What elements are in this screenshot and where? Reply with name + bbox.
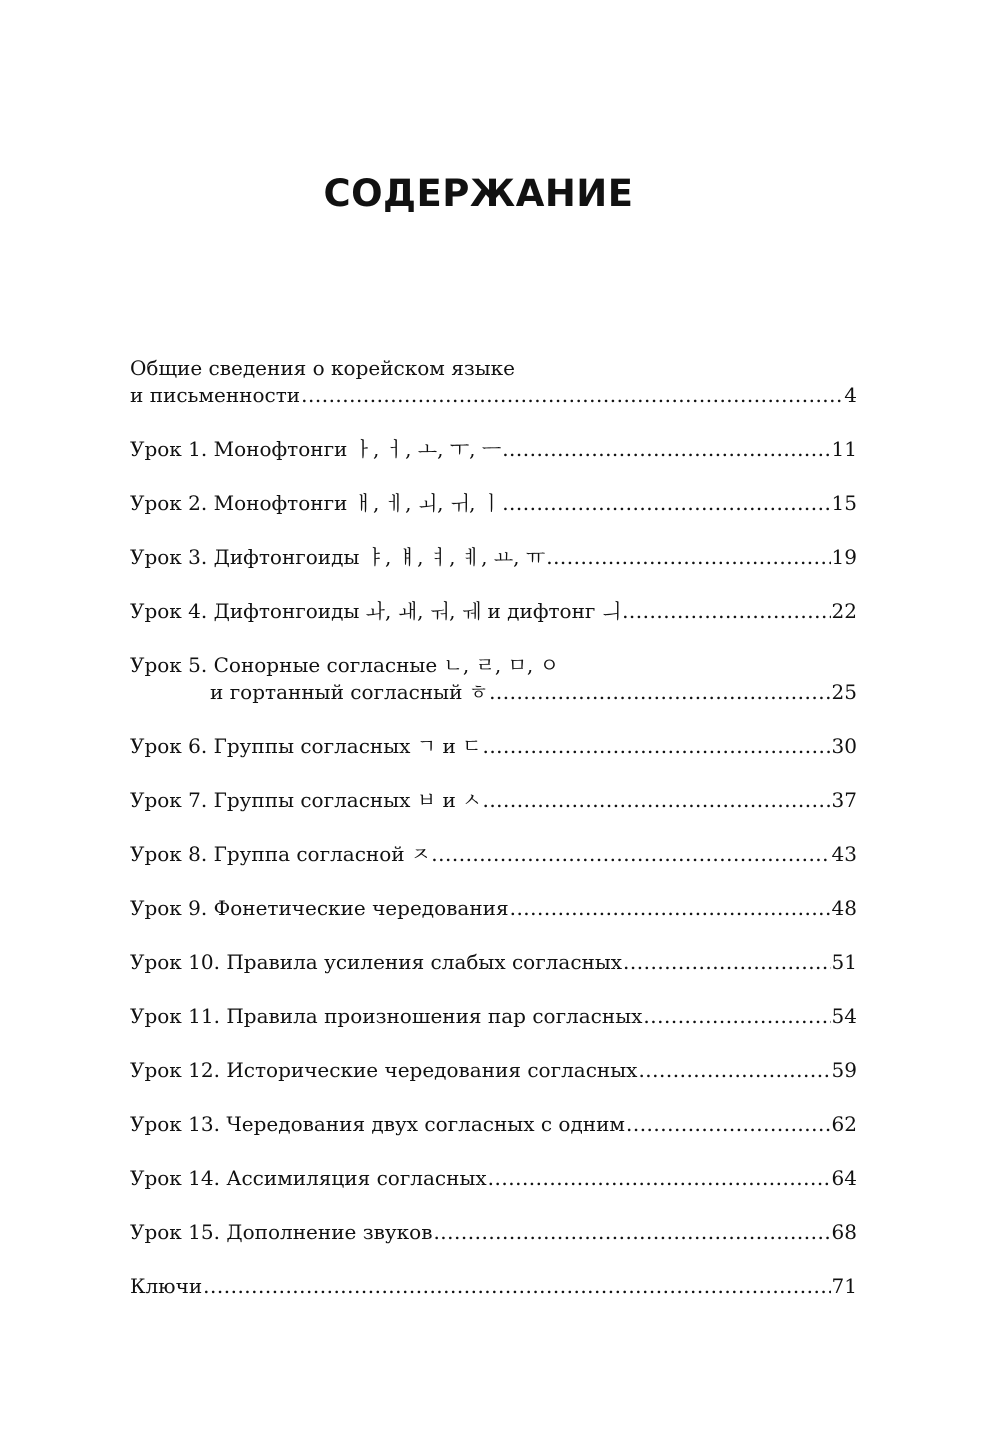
toc-page-number: 11 [831, 437, 857, 461]
toc-entry-title-line1: Урок 5. Сонорные согласные ㄴ, ㄹ, ㅁ, ㅇ [130, 653, 559, 677]
toc-entry-title: Урок 7. Группы согласных ㅂ и ㅅ [130, 788, 482, 812]
dot-leader [489, 679, 830, 706]
table-of-contents [130, 355, 857, 1327]
toc-entry-lesson-6[interactable] [130, 733, 857, 760]
toc-entry-title: Урок 11. Правила произношения пар согласных [130, 1004, 643, 1028]
toc-entry-lesson-7[interactable] [130, 787, 857, 814]
toc-entry-title: Урок 10. Правила усиления слабых согласных [130, 950, 623, 974]
toc-entry-title: Урок 2. Монофтонги ㅐ, ㅔ, ㅚ, ㅟ, ㅣ [130, 491, 502, 515]
dot-leader [433, 1219, 830, 1246]
dot-leader [502, 490, 830, 517]
dot-leader [482, 733, 830, 760]
toc-entry-title: Урок 15. Дополнение звуков [130, 1220, 433, 1244]
toc-entry-general-info[interactable] [130, 355, 857, 409]
toc-entry-title-line1: Общие сведения о корейском языке [130, 356, 515, 380]
toc-page-number: 19 [831, 545, 857, 569]
dot-leader [623, 949, 831, 976]
dot-leader [488, 1165, 831, 1192]
toc-page-number: 51 [831, 950, 857, 974]
toc-entry-title: Урок 4. Дифтонгоиды ㅘ, ㅙ, ㅝ, ㅞ и дифтонг ㅢ [130, 599, 622, 623]
toc-entry-lesson-11[interactable] [130, 1003, 857, 1030]
dot-leader [638, 1057, 830, 1084]
toc-entry-lesson-3[interactable] [130, 544, 857, 571]
dot-leader [546, 544, 830, 571]
toc-entry-title-line2: и письменности [130, 383, 301, 407]
dot-leader [626, 1111, 831, 1138]
toc-entry-lesson-2[interactable] [130, 490, 857, 517]
toc-entry-title: Урок 8. Группа согласной ㅈ [130, 842, 431, 866]
toc-page-number: 62 [831, 1112, 857, 1136]
toc-entry-title: Урок 12. Исторические чередования согласных [130, 1058, 638, 1082]
toc-entry-lesson-4[interactable] [130, 598, 857, 625]
dot-leader [203, 1273, 830, 1300]
toc-entry-lesson-1[interactable] [130, 436, 857, 463]
toc-entry-lesson-8[interactable] [130, 841, 857, 868]
toc-entry-lesson-9[interactable] [130, 895, 857, 922]
toc-entry-lesson-10[interactable] [130, 949, 857, 976]
dot-leader [482, 787, 830, 814]
toc-page-number: 68 [831, 1220, 857, 1244]
toc-page-number: 4 [844, 383, 857, 407]
dot-leader [502, 436, 830, 463]
toc-entry-lesson-14[interactable] [130, 1165, 857, 1192]
dot-leader [643, 1003, 830, 1030]
toc-page-number: 54 [831, 1004, 857, 1028]
toc-entry-title: Урок 1. Монофтонги ㅏ, ㅓ, ㅗ, ㅜ, ㅡ [130, 437, 502, 461]
page-title: СОДЕРЖАНИЕ [323, 172, 634, 215]
toc-entry-lesson-12[interactable] [130, 1057, 857, 1084]
toc-entry-lesson-15[interactable] [130, 1219, 857, 1246]
toc-page-number: 30 [831, 734, 857, 758]
toc-entry-title: Урок 14. Ассимиляция согласных [130, 1166, 487, 1190]
toc-entry-title: Урок 13. Чередования двух согласных с одним [130, 1112, 625, 1136]
toc-page-number: 37 [831, 788, 857, 812]
toc-entry-title: Урок 6. Группы согласных ㄱ и ㄷ [130, 734, 482, 758]
toc-entry-lesson-5[interactable] [130, 652, 857, 706]
toc-entry-title: Урок 3. Дифтонгоиды ㅑ, ㅒ, ㅕ, ㅖ, ㅛ, ㅠ [130, 545, 546, 569]
dot-leader [510, 895, 831, 922]
toc-entry-title: Ключи [130, 1274, 203, 1298]
toc-page-number: 64 [831, 1166, 857, 1190]
toc-entry-title-line2: и гортанный согласный ㅎ [210, 680, 489, 704]
toc-page-number: 71 [831, 1274, 857, 1298]
dot-leader [431, 841, 830, 868]
toc-page-number: 48 [831, 896, 857, 920]
toc-page-number: 43 [831, 842, 857, 866]
dot-leader [301, 382, 843, 409]
toc-page-number: 59 [831, 1058, 857, 1082]
toc-page-number: 25 [831, 680, 857, 704]
toc-page-number: 22 [831, 599, 857, 623]
toc-entry-keys[interactable] [130, 1273, 857, 1300]
toc-entry-lesson-13[interactable] [130, 1111, 857, 1138]
toc-entry-title: Урок 9. Фонетические чередования [130, 896, 509, 920]
dot-leader [622, 598, 830, 625]
toc-page-number: 15 [831, 491, 857, 515]
